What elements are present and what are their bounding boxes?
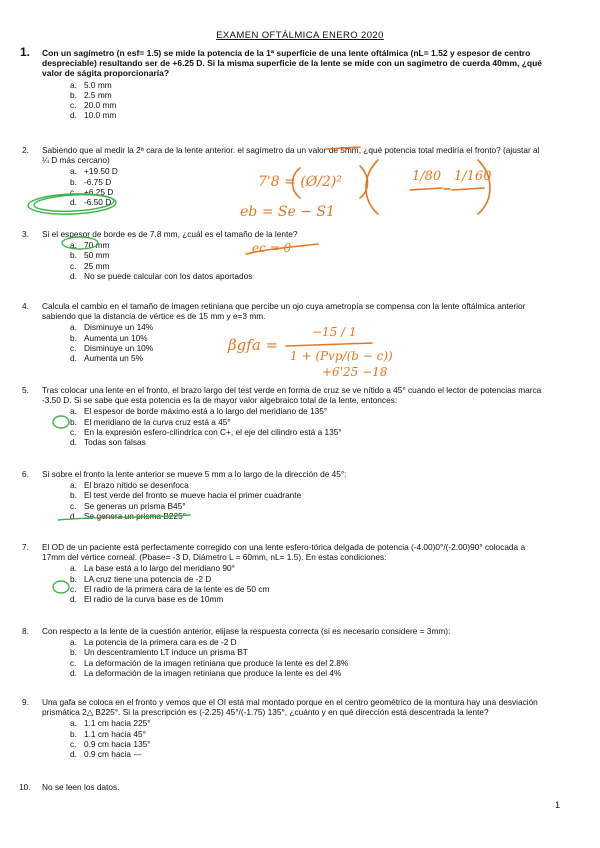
question-number: 9. <box>22 697 29 707</box>
option-c[interactable]: c. El radio de la primera cara de la lente es de 50 cm <box>70 583 270 594</box>
option-c[interactable]: c. Disminuye un 10% <box>70 342 154 353</box>
question-3 <box>22 229 548 281</box>
question-number: 7. <box>22 542 29 552</box>
option-b[interactable]: b. El test verde del fronto se mueve hacia el primer cuadrante <box>70 490 302 501</box>
option-c[interactable]: c. La deformación de la imagen retiniana que produce la lente es del 2.8% <box>70 657 349 668</box>
options-list <box>70 480 548 521</box>
option-d[interactable]: d. Se genera un prisma B225° <box>70 510 187 521</box>
question-number: 6. <box>22 469 29 479</box>
question-7 <box>22 542 548 604</box>
formula-ec: ec = 0 <box>252 241 292 255</box>
option-d[interactable]: d. 0.9 cm hacia --- <box>70 748 142 759</box>
options-list <box>70 166 548 207</box>
option-d[interactable]: d. Todas son falsas <box>70 436 146 447</box>
question-stem: No se leen los datos. <box>42 782 120 792</box>
option-c[interactable]: c. 20.0 mm <box>70 99 117 110</box>
question-stem: Calcula el cambio en el tamaño de imagen retiniana que percibe un ojo cuya ametropía se compensa con la lente oftálmica anterior sabiendo que la distancia de vértice es de 15 mm y e=3 mm. <box>42 301 526 322</box>
option-b[interactable]: b. 1.1 cm hacia 45° <box>70 728 146 739</box>
question-8 <box>22 626 548 678</box>
options-list <box>70 240 548 281</box>
formula-bottom: +6'25 −18 <box>322 365 388 379</box>
option-b[interactable]: b. 50 mm <box>70 250 110 261</box>
question-stem: Si el espesor de borde es de 7.8 mm, ¿cuál es el tamaño de la lente? <box>42 229 298 239</box>
option-b[interactable]: b. -6.75 D <box>70 176 112 187</box>
option-d[interactable]: d. 10.0 mm <box>70 110 117 121</box>
exam-title: EXAMEN OFTÁLMICA ENERO 2020 <box>216 30 384 41</box>
question-stem: Una gafa se coloca en el fronto y vemos que el OI está mal montado porque en el centro geométrico de la montura hay una desviación prismática 2△ B225°. Si la prescripción es (-2.25) 45°/(-1.75) 135°, ¿cuánto y en qué dirección está descentrada la lente? <box>42 697 538 718</box>
formula-beta: βgfa = <box>228 336 279 354</box>
option-a[interactable]: a. +19.50 D <box>70 166 118 177</box>
question-number: 8. <box>22 626 29 636</box>
option-c[interactable]: c. En la expresión esfero-cilíndrica con C+, el eje del cilindro está a 135° <box>70 426 342 437</box>
option-d[interactable]: d. El radio de la curva base es de 10mm <box>70 593 224 604</box>
option-c[interactable]: c. 0.9 cm hacia 135° <box>70 738 151 749</box>
question-5 <box>22 385 548 447</box>
option-a[interactable]: a. 1.1 cm hacia 225° <box>70 718 151 729</box>
option-c[interactable]: c. +6.25 D <box>70 186 114 197</box>
option-d[interactable]: d. La deformación de la imagen retiniana que produce la lente es del 4% <box>70 667 342 678</box>
question-6 <box>22 469 548 521</box>
option-a[interactable]: a. 5.0 mm <box>70 79 112 90</box>
fraction-1-80: 1/80 <box>412 169 442 184</box>
question-number: 10. <box>19 782 31 792</box>
options-list <box>70 322 548 363</box>
question-number: 1. <box>20 45 31 59</box>
options-list <box>70 563 548 604</box>
question-number: 2. <box>22 145 29 155</box>
option-a[interactable]: a. Disminuye un 14% <box>70 322 154 333</box>
question-2 <box>22 145 548 207</box>
question-number: 3. <box>22 229 29 239</box>
question-10 <box>19 782 548 792</box>
options-list <box>70 718 548 759</box>
options-list <box>70 80 548 121</box>
option-a[interactable]: a. La base está a lo largo del meridiano 90° <box>70 563 235 574</box>
question-stem: Tras colocar una lente en el fronto, el brazo largo del test verde en forma de cruz se ve nítido a 45° cuando el lector de potencias marca -3.50 D. Si se sabe que esta potencia es la de mayor valor algebraico total de la lente, entonces: <box>42 385 542 406</box>
option-d[interactable]: d. -6.50 D <box>70 196 112 207</box>
option-c[interactable]: c. 25 mm <box>70 260 110 271</box>
formula-numerator: −15 / 1 <box>312 325 357 339</box>
question-stem: Con un sagímetro (n esf= 1.5) se mide la potencia de la 1ª superficie de una lente oftálmica (nL= 1.52 y espesor de centro despreciable) resultando ser de +6.25 D. Si la misma superficie de la lente se mide con un sagímetro de cuerda 40mm, ¿qué valor de ságita proporcionaría? <box>42 48 543 79</box>
question-number: 5. <box>22 385 29 395</box>
option-d[interactable]: d. Aumenta un 5% <box>70 352 144 363</box>
formula-denominator: 1 + (Pvp/(b − c)) <box>290 349 393 363</box>
fraction-1-160: 1/160 <box>454 169 492 184</box>
option-b[interactable]: b. Un descentramiento LT induce un prisma BT <box>70 647 248 658</box>
formula-7-8: 7'8 = (Ø/2)² <box>258 174 342 190</box>
option-b[interactable]: b. Aumenta un 10% <box>70 332 148 343</box>
option-a[interactable]: a. 70 mm <box>70 240 110 251</box>
question-4 <box>22 301 548 363</box>
option-a[interactable]: a. El brazo nítido se desenfoca <box>70 480 189 491</box>
question-stem: Con respecto a la lente de la cuestión anterior, elijase la respuesta correcta (si es necesario considere = 3mm): <box>42 626 451 636</box>
page-number: 1 <box>554 800 560 810</box>
formula-eb: eb = Se − S1 <box>240 204 335 220</box>
option-d[interactable]: d. No se puede calcular con los datos aportados <box>70 270 253 281</box>
option-b[interactable]: b. El meridiano de la curva cruz está a 45° <box>70 416 231 427</box>
options-list <box>70 406 548 447</box>
options-list <box>70 637 548 678</box>
question-9 <box>22 697 548 759</box>
option-a[interactable]: a. El espesor de borde máximo está a lo largo del meridiano de 135° <box>70 406 328 417</box>
question-stem: El OD de un paciente está perfectamente corregido con una lente esfero-tórica delgada de potencia (-4.00)0°/(-2.00)90° colocada a 17mm del vértice corneal. (Pbase= -3 D, Diámetro L = 60mm, nL= 1.5). En estas condiciones: <box>42 542 526 563</box>
question-1 <box>20 45 548 121</box>
question-stem: Sabiendo que al medir la 2ª cara de la lente anterior. el sagímetro da un valor de 5mm, ¿qué potencia total mediría el fronto? (ajustar al ¼ D más cercano) <box>42 145 540 166</box>
option-b[interactable]: b. LA cruz tiene una potencia de -2 D <box>70 573 212 584</box>
option-b[interactable]: b. 2.5 mm <box>70 89 112 100</box>
option-a[interactable]: a. La potencia de la primera cara es de -2 D <box>70 637 237 648</box>
question-stem: Si sobre el fronto la lente anterior se mueve 5 mm a lo largo de la dirección de 45°: <box>42 469 347 479</box>
question-number: 4. <box>22 301 29 311</box>
option-c[interactable]: c. Se generas un prisma B45° <box>70 500 186 511</box>
